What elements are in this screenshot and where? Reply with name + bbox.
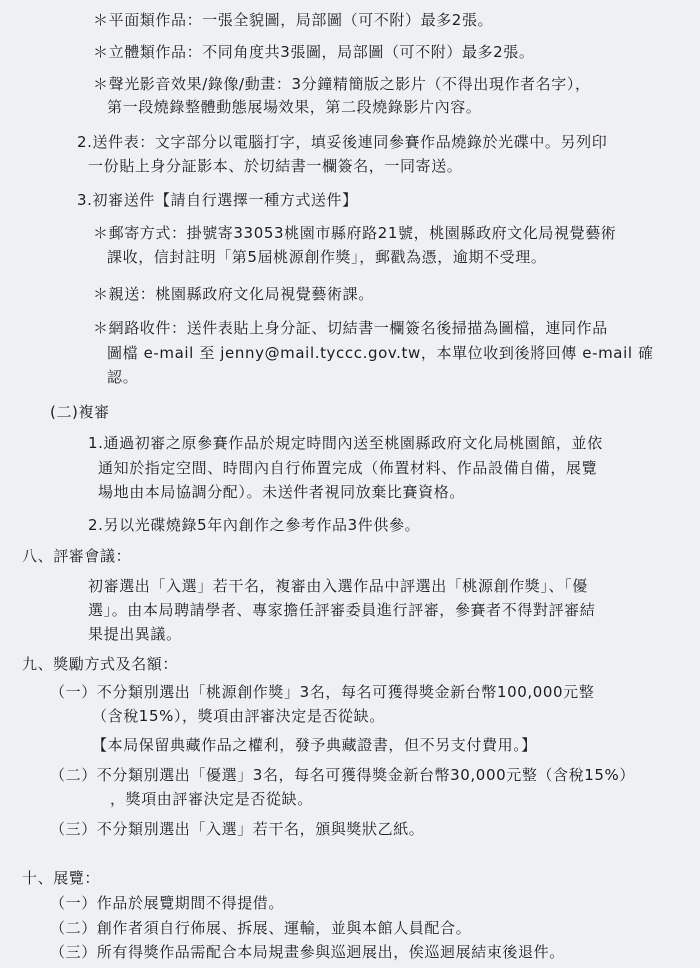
section-heading: 九、獎勵方式及名額： [22,655,179,673]
text-line: 3.初審送件【請自行選擇一種方式送件】 [77,191,358,209]
text-line: 通知於指定空間、時間內自行佈置完成（佈置材料、作品設備自備，展覽 [98,459,598,477]
text-line: 認。 [107,368,139,386]
text-line: ＊郵寄方式：掛號寄33053桃園市縣府路21號，桃園縣政府文化局視覺藝術 [93,224,617,242]
text-line: （三）不分類別選出「入選」若干名，頒與獎狀乙紙。 [50,820,425,838]
text-line: 課收，信封註明「第5屆桃源創作獎」，郵戳為憑，逾期不受理。 [107,248,547,266]
text-line: （一）不分類別選出「桃源創作獎」3名，每名可獲得獎金新台幣100,000元整 [50,683,595,701]
text-line: 果提出異議。 [88,625,182,643]
section-heading: 八、評審會議： [22,547,132,565]
text-line: ＊平面類作品：一張全貌圖，局部圖（可不附）最多2張。 [93,11,494,29]
text-line: 場地由本局協調分配）。未送件者視同放棄比賽資格。 [98,483,465,501]
text-line: 一份貼上身分証影本、於切結書一欄簽名，一同寄送。 [88,157,463,175]
text-line: （二）不分類別選出「優選」3名，每名可獲得獎金新台幣30,000元整（含稅15%） [50,766,635,784]
text-line: （一）作品於展覽期間不得提借。 [50,894,285,912]
text-line: ，獎項由評審決定是否從缺。 [110,790,313,808]
text-line: （三）所有得獎作品需配合本局規畫參與巡迴展出，俟巡迴展結束後退件。 [50,943,565,961]
text-line: ＊聲光影音效果/錄像/動畫：3分鐘精簡版之影片（不得出現作者名字）， [93,75,591,93]
text-line: ＊網路收件：送件表貼上身分証、切結書一欄簽名後掃描為圖檔，連同作品 [93,319,608,337]
text-line: ＊親送：桃園縣政府文化局視覺藝術課。 [93,285,374,303]
text-line: 1.通過初審之原參賽作品於規定時間內送至桃園縣政府文化局桃園館，並依 [88,434,603,452]
text-line: ＊立體類作品：不同角度共3張圖，局部圖（可不附）最多2張。 [93,43,535,61]
text-line: 初審選出「入選」若干名，複審由入選作品中評選出「桃源創作獎」、「優 [88,577,588,595]
text-line: 【本局保留典藏作品之權利，發予典藏證書，但不另支付費用。】 [92,736,537,754]
text-line: （二）創作者須自行佈展、拆展、運輸，並與本館人員配合。 [50,919,472,937]
section-heading: (二)複審 [50,403,110,421]
text-line: 圖檔 e-mail 至 jenny@mail.tyccc.gov.tw，本單位收到後將回傳 e-mail 確 [107,344,654,362]
text-line: 第一段燒錄整體動態展場效果，第二段燒錄影片內容。 [107,98,482,116]
text-line: 2.送件表：文字部分以電腦打字，填妥後連同參賽作品燒錄於光碟中。另列印 [77,133,608,151]
text-line: 2.另以光碟燒錄5年內創作之參考作品3件供參。 [88,516,421,534]
section-heading: 十、展覽： [22,869,101,887]
text-line: （含稅15%），獎項由評審決定是否從缺。 [92,707,385,725]
text-line: 選」。由本局聘請學者、專家擔任評審委員進行評審，參賽者不得對評審結 [88,601,596,619]
